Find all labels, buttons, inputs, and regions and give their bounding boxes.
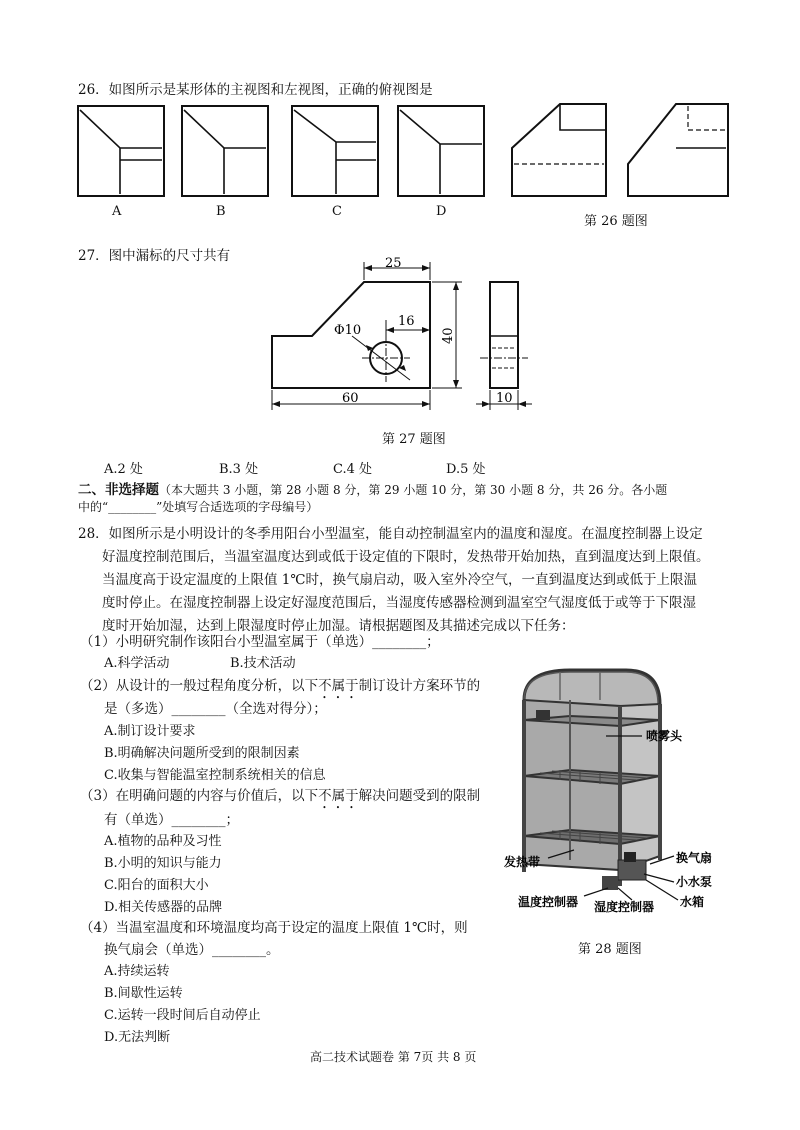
label-heater: 发热带 [504, 855, 541, 869]
section2-heading [78, 478, 667, 498]
q28-s4-option-d: D.无法判断 [104, 1030, 171, 1045]
q28-s2-line1-pre: （2）从设计的一般过程角度分析，以下 [80, 678, 319, 694]
label-temp-controller: 温度控制器 [518, 895, 579, 909]
q27-caption: 第 27 题图 [382, 432, 446, 447]
q27-option-a: A.2 处 [104, 462, 143, 477]
label-pump: 小水泵 [676, 875, 713, 889]
q28-s2-line2: 是（多选）________（全选对得分）； [104, 701, 327, 717]
label-fan: 换气扇 [676, 851, 713, 865]
q28-s1-option-a: A.科学活动 [104, 656, 170, 671]
q26-label-c: C [332, 204, 342, 219]
section2-desc-1: （本大题共 3 小题，第 28 小题 8 分，第 29 小题 10 分，第 30 小题 8 分，共 26 分。各小题 [159, 483, 668, 497]
q28-s4-option-c: C.运转一段时间后自动停止 [104, 1008, 261, 1023]
label-humidity-controller: 湿度控制器 [594, 900, 655, 914]
q26-stem: 26．如图所示是某形体的主视图和左视图，正确的俯视图是 [78, 82, 433, 98]
section2-desc-2: 中的“________”处填写合适选项的字母编号） [78, 500, 319, 514]
q27-drawing [0, 0, 800, 460]
q28-s3-line1-pre: （3）在明确问题的内容与价值后，以下 [80, 788, 319, 804]
q27-dim-25: 25 [385, 256, 402, 271]
q28-caption: 第 28 题图 [578, 942, 642, 957]
q27-dim-16: 16 [398, 314, 415, 329]
q28-s2-option-a: A.制订设计要求 [104, 724, 196, 739]
q28-s1-option-b: B.技术活动 [230, 656, 296, 671]
q28-s4-option-b: B.间歇性运转 [104, 986, 183, 1001]
q26-label-b: B [216, 204, 226, 219]
section2-title: 二、非选择题 [78, 482, 159, 498]
sprayer-device [536, 710, 550, 720]
q28-greenhouse-figure [500, 660, 740, 930]
water-tank-device [618, 860, 646, 880]
q27-dim-60: 60 [342, 391, 359, 406]
q28-s1-stem: （1）小明研究制作该阳台小型温室属于（单选）________； [80, 634, 440, 650]
label-water-tank: 水箱 [680, 895, 705, 909]
q28-para-2: 好温度控制范围后，当温室温度达到或低于设定值的下限时，发热带开始加热，直到温度达到上限值。 [102, 549, 710, 565]
q28-para-3: 当温度高于设定温度的上限值 1℃时，换气扇启动，吸入室外冷空气，一直到温度达到或低于上限温 [102, 572, 697, 588]
q28-s3-line2: 有（单选）________； [104, 812, 239, 828]
controller-device [602, 876, 618, 890]
q27-option-c: C.4 处 [333, 462, 373, 477]
q28-s3-line1-post: 解决问题受到的限制 [358, 788, 481, 804]
q28-s2-option-b: B.明确解决问题所受到的限制因素 [104, 746, 300, 761]
q26-label-a: A [112, 204, 122, 219]
q27-dim-diameter: Φ10 [334, 323, 362, 338]
q28-s3-option-b: B.小明的知识与能力 [104, 856, 222, 871]
q27-dim-10: 10 [496, 391, 513, 406]
q28-s2-emphasis: 不属于 [318, 678, 359, 694]
q28-s4-option-a: A.持续运转 [104, 964, 170, 979]
page-footer: 高二技术试题卷 第 7页 共 8 页 [310, 1050, 477, 1064]
q26-caption: 第 26 题图 [584, 214, 648, 229]
q27-stem: 27．图中漏标的尺寸共有 [78, 248, 231, 264]
q28-s4-line1: （4）当温室温度和环境温度均高于设定的温度上限值 1℃时，则 [80, 920, 468, 936]
q28-s2-option-c: C.收集与智能温室控制系统相关的信息 [104, 768, 326, 783]
label-sprayer: 喷雾头 [646, 729, 683, 743]
q28-para-4: 度时停止。在湿度控制器上设定好湿度范围后，当湿度传感器检测到温室空气湿度低于或等于下限湿 [102, 595, 696, 611]
q27-option-b: B.3 处 [219, 462, 259, 477]
pump-device [624, 852, 636, 862]
q28-s3-option-a: A.植物的品种及习性 [104, 834, 222, 849]
q28-s3-option-d: D.相关传感器的品牌 [104, 900, 223, 915]
q28-s3-emphasis: 不属于 [318, 788, 359, 804]
q28-s2-line1-post: 制订设计方案环节的 [358, 678, 481, 694]
q26-label-d: D [436, 204, 447, 219]
q27-dim-40: 40 [441, 327, 456, 344]
q27-option-d: D.5 处 [446, 462, 486, 477]
q28-para-1: 28．如图所示是小明设计的冬季用阳台小型温室，能自动控制温室内的温度和湿度。在温度控制器上设定 [78, 526, 703, 542]
q28-para-5: 度时开始加湿，达到上限湿度时停止加湿。请根据题图及其描述完成以下任务： [102, 618, 575, 634]
q28-s4-line2: 换气扇会（单选）________。 [104, 942, 280, 958]
q28-s3-option-c: C.阳台的面积大小 [104, 878, 209, 893]
